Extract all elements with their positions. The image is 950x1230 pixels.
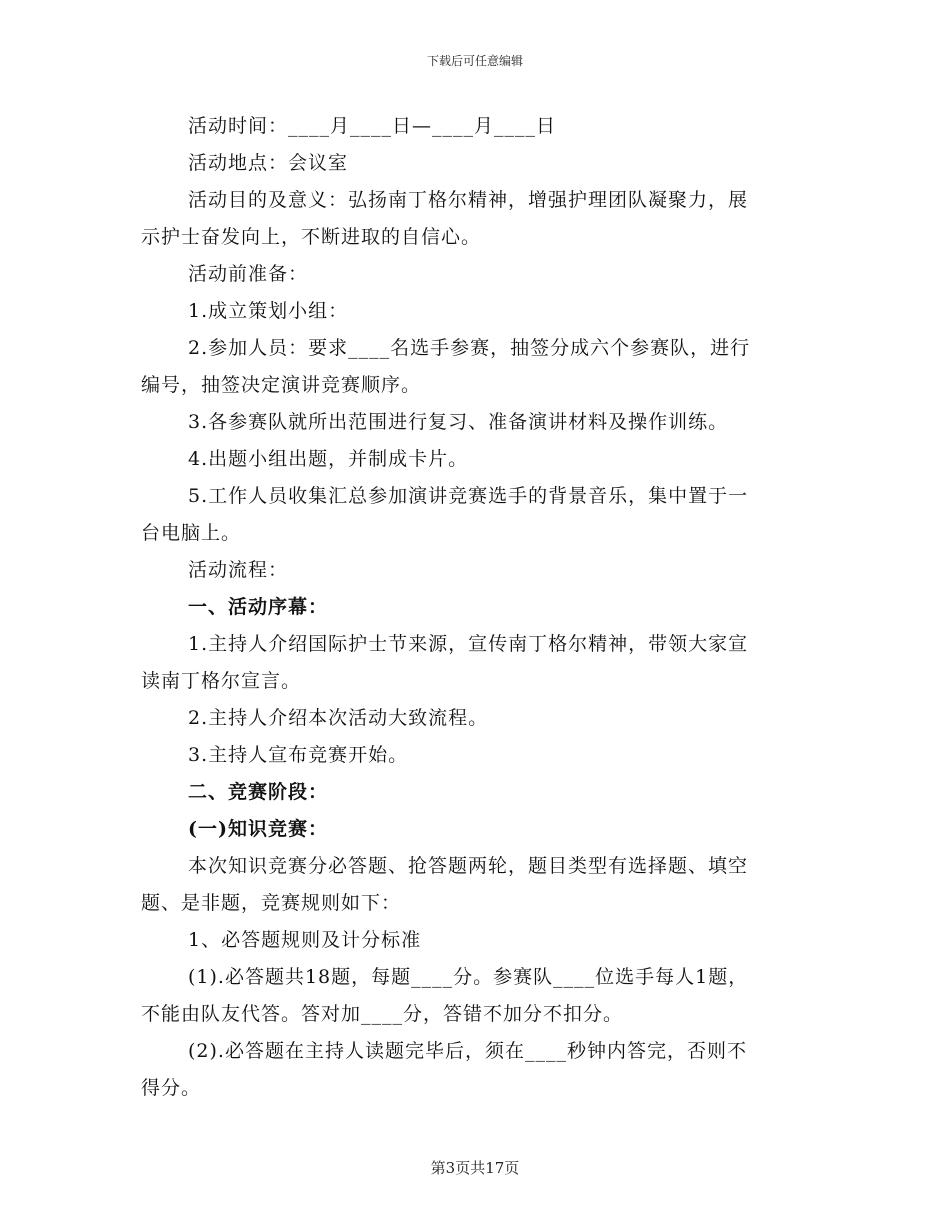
opening-item-1-cont: 读南丁格尔宣言。	[141, 670, 302, 692]
page-header: 下载后可任意编辑	[426, 54, 523, 68]
prep-item-1: 1.成立策划小组：	[188, 300, 349, 322]
activity-purpose-cont: 示护士奋发向上，不断进取的自信心。	[141, 226, 482, 248]
process-heading: 活动流程：	[188, 559, 289, 581]
activity-location: 活动地点：会议室	[188, 152, 349, 174]
rule-2-cont: 得分。	[141, 1077, 202, 1099]
preparation-heading: 活动前准备：	[188, 263, 309, 285]
section-heading-2: 二、竞赛阶段：	[188, 781, 329, 803]
opening-item-1: 1.主持人介绍国际护士节来源，宣传南丁格尔精神，带领大家宣	[188, 633, 749, 655]
prep-item-2-cont: 编号，抽签决定演讲竞赛顺序。	[141, 374, 422, 396]
rules-heading: 1、必答题规则及计分标准	[188, 929, 422, 951]
document-body	[141, 108, 801, 1107]
page-number: 第3页共17页	[430, 1159, 520, 1177]
quiz-intro: 本次知识竞赛分必答题、抢答题两轮，题目类型有选择题、填空	[188, 855, 749, 877]
subsection-heading: (一)知识竞赛：	[188, 818, 328, 840]
rule-2: (2).必答题在主持人读题完毕后，须在____秒钟内答完，否则不	[188, 1040, 747, 1062]
prep-item-3: 3.各参赛队就所出范围进行复习、准备演讲材料及操作训练。	[188, 411, 729, 433]
activity-time: 活动时间：____月____日—____月____日	[188, 115, 557, 137]
rule-1-cont: 不能由队友代答。答对加____分，答错不加分不扣分。	[141, 1003, 624, 1025]
section-heading-1: 一、活动序幕：	[188, 596, 329, 618]
opening-item-2: 2.主持人介绍本次活动大致流程。	[188, 707, 489, 729]
rule-1: (1).必答题共18题，每题____分。参赛队____位选手每人1题，	[188, 966, 749, 988]
prep-item-5: 5.工作人员收集汇总参加演讲竞赛选手的背景音乐，集中置于一	[188, 485, 749, 507]
quiz-intro-cont: 题、是非题，竞赛规则如下：	[141, 892, 402, 914]
activity-purpose: 活动目的及意义：弘扬南丁格尔精神，增强护理团队凝聚力，展	[188, 189, 749, 211]
opening-item-3: 3.主持人宣布竞赛开始。	[188, 744, 409, 766]
prep-item-2: 2.参加人员：要求____名选手参赛，抽签分成六个参赛队，进行	[188, 337, 751, 359]
prep-item-5-cont: 台电脑上。	[141, 522, 242, 544]
prep-item-4: 4.出题小组出题，并制成卡片。	[188, 448, 469, 470]
